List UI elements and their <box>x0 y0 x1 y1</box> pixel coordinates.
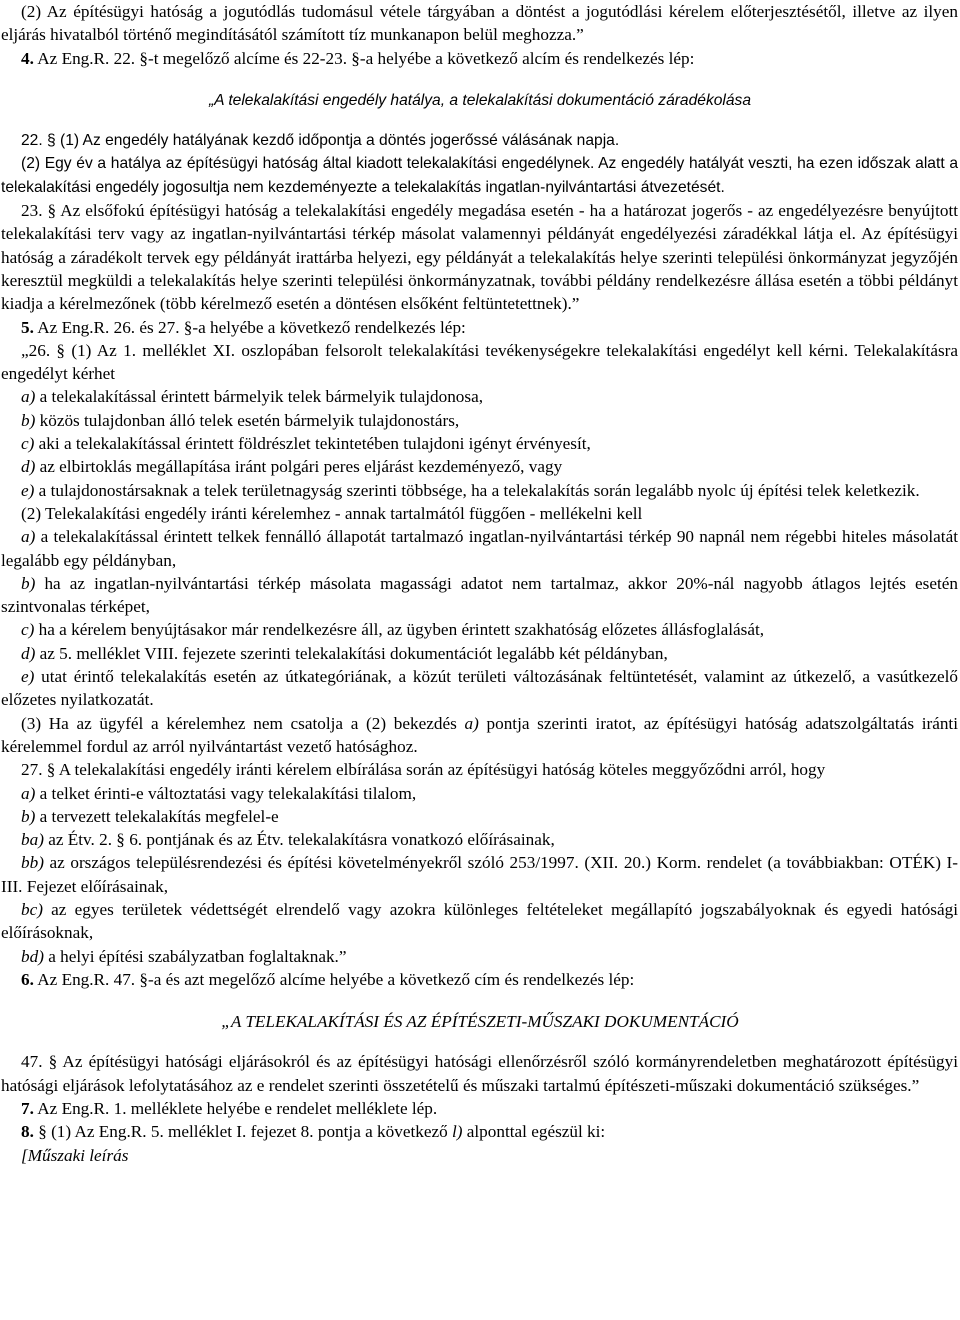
item-label: b) <box>21 573 36 593</box>
list-item-27bb <box>1 851 958 898</box>
item-label: l) <box>451 1122 463 1142</box>
paragraph-26-3 <box>1 712 958 759</box>
paragraph-text: (2) Telekalakítási engedély iránti kérelemhez - annak tartalmától függően - mellékelni kell <box>21 503 643 523</box>
paragraph-27 <box>1 758 958 781</box>
section-number: 7. <box>21 1099 34 1119</box>
item-label: b) <box>21 806 36 826</box>
list-item-b <box>1 409 958 432</box>
paragraph-text: (2) Egy év a hatálya az építésügyi hatóság által kiadott telekalakítási engedélynek. Az engedély hatályát veszti, ha ezen időszak alatt a telekalakítási engedély jogosultja nem kezdeményezte a telekalakítás ingatlan-nyilvántartási átvezetését. <box>1 155 958 196</box>
list-item-27a <box>1 782 958 805</box>
list-item-2b <box>1 572 958 619</box>
item-text: utat érintő telekalakítás esetén az útkategóriának, a közút területi változásának feltüntetését, valamint az útkezelő, a vasútkezelő előzetes nyilatkozatát. <box>1 667 958 710</box>
section-number: 6. <box>21 969 34 989</box>
paragraph-text: Az Eng.R. 1. melléklete helyébe e rendelet melléklete lép. <box>33 1099 438 1119</box>
list-item-2e <box>1 665 958 712</box>
item-label: d) <box>21 457 36 477</box>
paragraph-text: Az Eng.R. 47. §-a és azt megelőző alcíme helyébe a következő cím és rendelkezés lép: <box>33 969 635 989</box>
item-label: d) <box>21 643 36 663</box>
item-label: a) <box>21 387 36 407</box>
section-5-intro <box>1 316 958 339</box>
item-label: a) <box>464 713 479 733</box>
item-label: e) <box>21 480 35 500</box>
section-8 <box>1 1120 958 1143</box>
item-label: bd) <box>21 946 44 966</box>
muszaki-leiras-heading: [Műszaki leírás <box>21 1145 129 1165</box>
paragraph-text: 27. § A telekalakítási engedély iránti kérelem elbírálása során az építésügyi hatóság köteles meggyőződni arról, hogy <box>21 760 826 780</box>
paragraph-text: § (1) Az Eng.R. 5. melléklet I. fejezet 8. pontja a következő <box>33 1122 452 1142</box>
item-text: az országos településrendezési és építési követelményekről szóló 253/1997. (XII. 20.) Korm. rendelet (a továbbiakban: OTÉK) I-III. Fejezet előírásainak, <box>1 853 958 896</box>
item-text: a tulajdonostársaknak a telek területnagyság szerinti többsége, ha a telekalakítás során legalább nyolc új építési telek keletkezik. <box>34 480 920 500</box>
subtitle-dokumentacio: „A TELEKALAKÍTÁSI ÉS AZ ÉPÍTÉSZETI-MŰSZAKI DOKUMENTÁCIÓ <box>221 1012 739 1032</box>
item-text: a telekalakítással érintett telkek fennálló állapotát tartalmazó ingatlan-nyilvántartási térkép 90 napnál nem régebbi hiteles másolatát legalább egy példányban, <box>1 527 958 570</box>
paragraph-text: 22. § (1) Az engedély hatályának kezdő időpontja a döntés jogerőssé válásának napja. <box>21 132 620 150</box>
paragraph-22-2 <box>1 152 958 199</box>
item-text: az Étv. 2. § 6. pontjának és az Étv. telekalakításra vonatkozó előírásainak, <box>43 830 555 850</box>
paragraph-text: (2) Az építésügyi hatóság a jogutódlás tudomásul vétele tárgyában a döntést a jogutódlási kérelem előterjesztésétől, illetve az ilyen eljárás hivatalból történő megindításától számított tíz munkanapon belül meghozza.” <box>1 2 958 45</box>
list-item-27bc <box>1 898 958 945</box>
list-item-27b <box>1 805 958 828</box>
list-item-c <box>1 432 958 455</box>
item-text: a helyi építési szabályzatban foglaltaknak.” <box>43 946 347 966</box>
list-item-e <box>1 479 958 502</box>
item-label: a) <box>21 527 36 547</box>
item-label: bc) <box>21 899 43 919</box>
item-label: b) <box>21 410 36 430</box>
list-item-d <box>1 455 958 478</box>
item-text: az 5. melléklet VIII. fejezete szerinti telekalakítási dokumentációt legalább két példányban, <box>35 643 668 663</box>
paragraph-26-2 <box>1 502 958 525</box>
paragraph-47 <box>1 1050 958 1097</box>
list-item-2c <box>1 618 958 641</box>
section-7 <box>1 1097 958 1120</box>
paragraph-text: 47. § Az építésügyi hatósági eljárásokról és az építésügyi hatósági ellenőrzésről szóló kormányrendeletben meghatározott építésügyi hatósági eljárások lefolytatásához az e rendelet szerinti összetételű és műszaki tartalmú építészeti-műszaki dokumentáció szükséges.” <box>1 1052 958 1095</box>
list-item-27bd <box>1 945 958 968</box>
paragraph-text: (3) Ha az ügyfél a kérelemhez nem csatolja a (2) bekezdés <box>21 713 465 733</box>
subtitle-telekalakitasi-engedely: „A telekalakítási engedély hatálya, a telekalakítási dokumentáció záradékolása <box>208 91 752 109</box>
paragraph-text: Az Eng.R. 26. és 27. §-a helyébe a következő rendelkezés lép: <box>33 317 466 337</box>
item-label: a) <box>21 783 36 803</box>
section-number: 4. <box>21 48 34 68</box>
section-number: 8. <box>21 1122 34 1142</box>
paragraph-1 <box>1 0 958 47</box>
item-text: a telket érinti-e változtatási vagy telekalakítási tilalom, <box>35 783 417 803</box>
list-item-2a <box>1 525 958 572</box>
item-text: aki a telekalakítással érintett földrészlet tekintetében tulajdoni igényt érvényesít, <box>34 434 591 454</box>
item-text: ha a kérelem benyújtásakor már rendelkezésre áll, az ügyben érintett szakhatóság előzetes állásfoglalását, <box>34 620 765 640</box>
section-4-intro <box>1 47 958 70</box>
paragraph-text: 23. § Az elsőfokú építésügyi hatóság a telekalakítási engedély megadása esetén - ha a határozat jogerős - az engedélyezésre benyújtott telekalakítási terv vagy az ingatlan-nyilvántartási térkép másolat valamennyi példányát engedélyezési záradékkal látja el. Az építésügyi hatóság a záradékolt tervek egy példányát irattárba helyezi, egy példányát a telekalakítás helye szerinti települési önkormányzat jegyzőjén keresztül megküldi a telekalakítás helye szerinti települési önkormányzatnak, további példány rendelkezésre állása esetén a többi példányt kiadja a kérelmezőnek (több kérelmező esetén a döntésen elsőként feltüntetettnek).” <box>1 201 958 314</box>
item-label: e) <box>21 667 35 687</box>
section-6-intro <box>1 968 958 991</box>
list-item-a <box>1 385 958 408</box>
paragraph-22-1 <box>1 129 958 152</box>
paragraph-text: „26. § (1) Az 1. melléklet XI. oszlopában felsorolt telekalakítási tevékenységekre telekalakítási engedélyt kell kérni. Telekalakításra engedélyt kérhet <box>1 340 958 384</box>
list-item-2d <box>1 642 958 665</box>
paragraph-26-1 <box>1 339 958 386</box>
item-label: bb) <box>21 853 44 873</box>
item-text: az egyes területek védettségét elrendelő vagy azokra különleges feltételeket megállapító jogszabályoknak és egyedi hatósági előírásoknak, <box>1 899 958 943</box>
item-label: c) <box>21 620 35 640</box>
item-text: a tervezett telekalakítás megfelel-e <box>35 806 279 826</box>
paragraph-23 <box>1 199 958 315</box>
item-text: közös tulajdonban álló telek esetén bármelyik tulajdonostárs, <box>35 410 460 430</box>
item-label: c) <box>21 434 35 454</box>
paragraph-text-cont: alponttal egészül ki: <box>462 1122 606 1142</box>
paragraph-text: Az Eng.R. 22. §-t megelőző alcíme és 22-23. §-a helyébe a következő alcím és rendelkezés lép: <box>33 48 695 68</box>
item-text: a telekalakítással érintett bármelyik telek bármelyik tulajdonosa, <box>35 387 484 407</box>
item-text: az elbirtoklás megállapítása iránt polgári peres eljárást kezdeményező, vagy <box>35 457 563 477</box>
item-label: ba) <box>21 830 44 850</box>
list-item-27ba <box>1 828 958 851</box>
section-number: 5. <box>21 317 34 337</box>
item-text: ha az ingatlan-nyilvántartási térkép másolata magassági adatot nem tartalmaz, akkor 20%-nál nagyobb átlagos lejtés esetén szintvonalas térképet, <box>1 573 958 617</box>
paragraph-text-cont: pontja szerinti iratot, az építésügyi hatóság adatszolgáltatás iránti kérelemmel fordul az arról nyilvántartást vezető hatósághoz. <box>1 713 958 756</box>
